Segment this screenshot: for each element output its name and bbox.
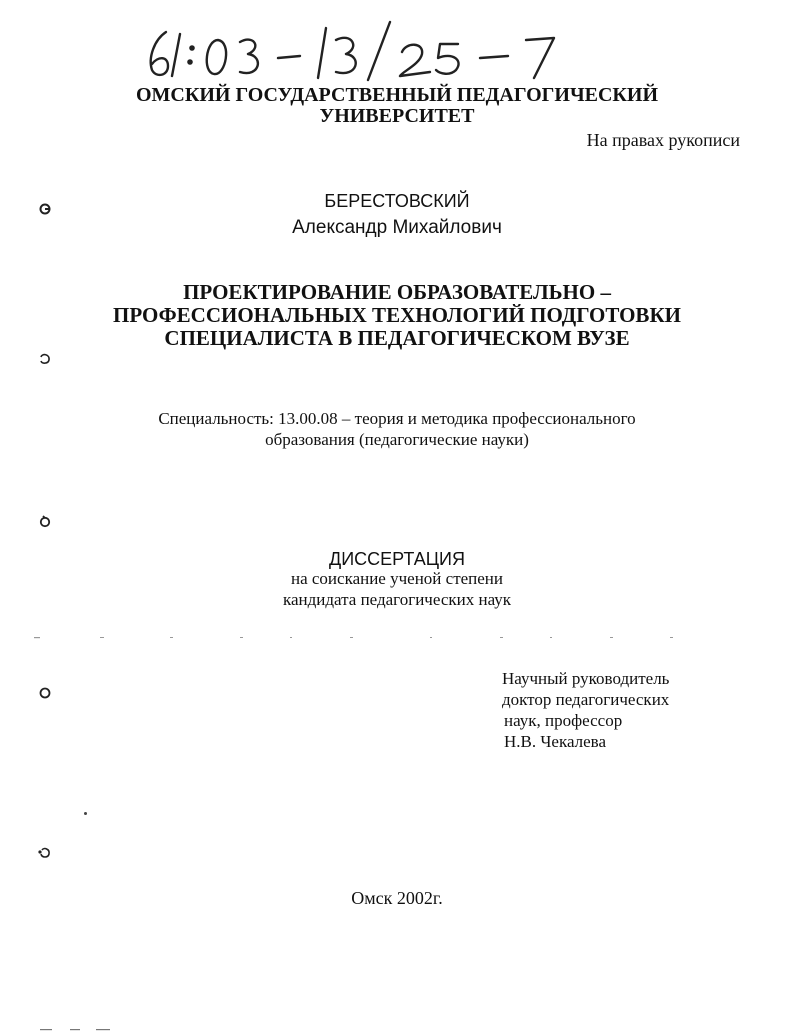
advisor-name: Н.В. Чекалева xyxy=(504,732,607,751)
rights-note: На правах рукописи xyxy=(586,130,740,150)
degree-line-1: на соискание ученой степени xyxy=(290,569,504,588)
specialty-line-2: образования (педагогические науки) xyxy=(265,430,529,449)
binding-hole-mark xyxy=(38,515,52,529)
university-name-line-2: УНИВЕРСИТЕТ xyxy=(319,105,475,127)
dissertation-heading: ДИССЕРТАЦИЯ xyxy=(329,549,465,569)
degree-line-2: кандидата педагогических наук xyxy=(282,590,512,609)
scan-speck xyxy=(84,812,87,815)
university-name-line-1: ОМСКИЙ ГОСУДАРСТВЕННЫЙ ПЕДАГОГИЧЕСКИЙ xyxy=(135,84,659,106)
advisor-role: Научный руководитель xyxy=(502,669,670,688)
advisor-block xyxy=(502,668,762,752)
dissertation-title-line-1: ПРОЕКТИРОВАНИЕ ОБРАЗОВАТЕЛЬНО – xyxy=(183,280,611,304)
author-surname: БЕРЕСТОВСКИЙ xyxy=(324,191,470,211)
binding-hole-mark xyxy=(38,686,52,700)
advisor-title: наук, профессор xyxy=(504,711,623,730)
dissertation-title-line-3: СПЕЦИАЛИСТА В ПЕДАГОГИЧЕСКОМ ВУЗЕ xyxy=(164,326,630,350)
binding-hole-mark xyxy=(38,352,52,366)
binding-hole-mark xyxy=(38,846,52,860)
advisor-degree: доктор педагогических xyxy=(502,690,670,709)
author-name: Александр Михайлович xyxy=(292,217,502,238)
scan-edge-mark xyxy=(40,1018,120,1021)
handwritten-archive-code xyxy=(140,18,570,82)
specialty-line-1: Специальность: 13.00.08 – теория и методика профессионального xyxy=(158,409,636,428)
dissertation-title-line-2: ПРОФЕССИОНАЛЬНЫХ ТЕХНОЛОГИЙ ПОДГОТОВКИ xyxy=(112,303,681,327)
place-and-year: Омск 2002г. xyxy=(351,888,443,908)
scan-noise-dots xyxy=(30,628,690,634)
